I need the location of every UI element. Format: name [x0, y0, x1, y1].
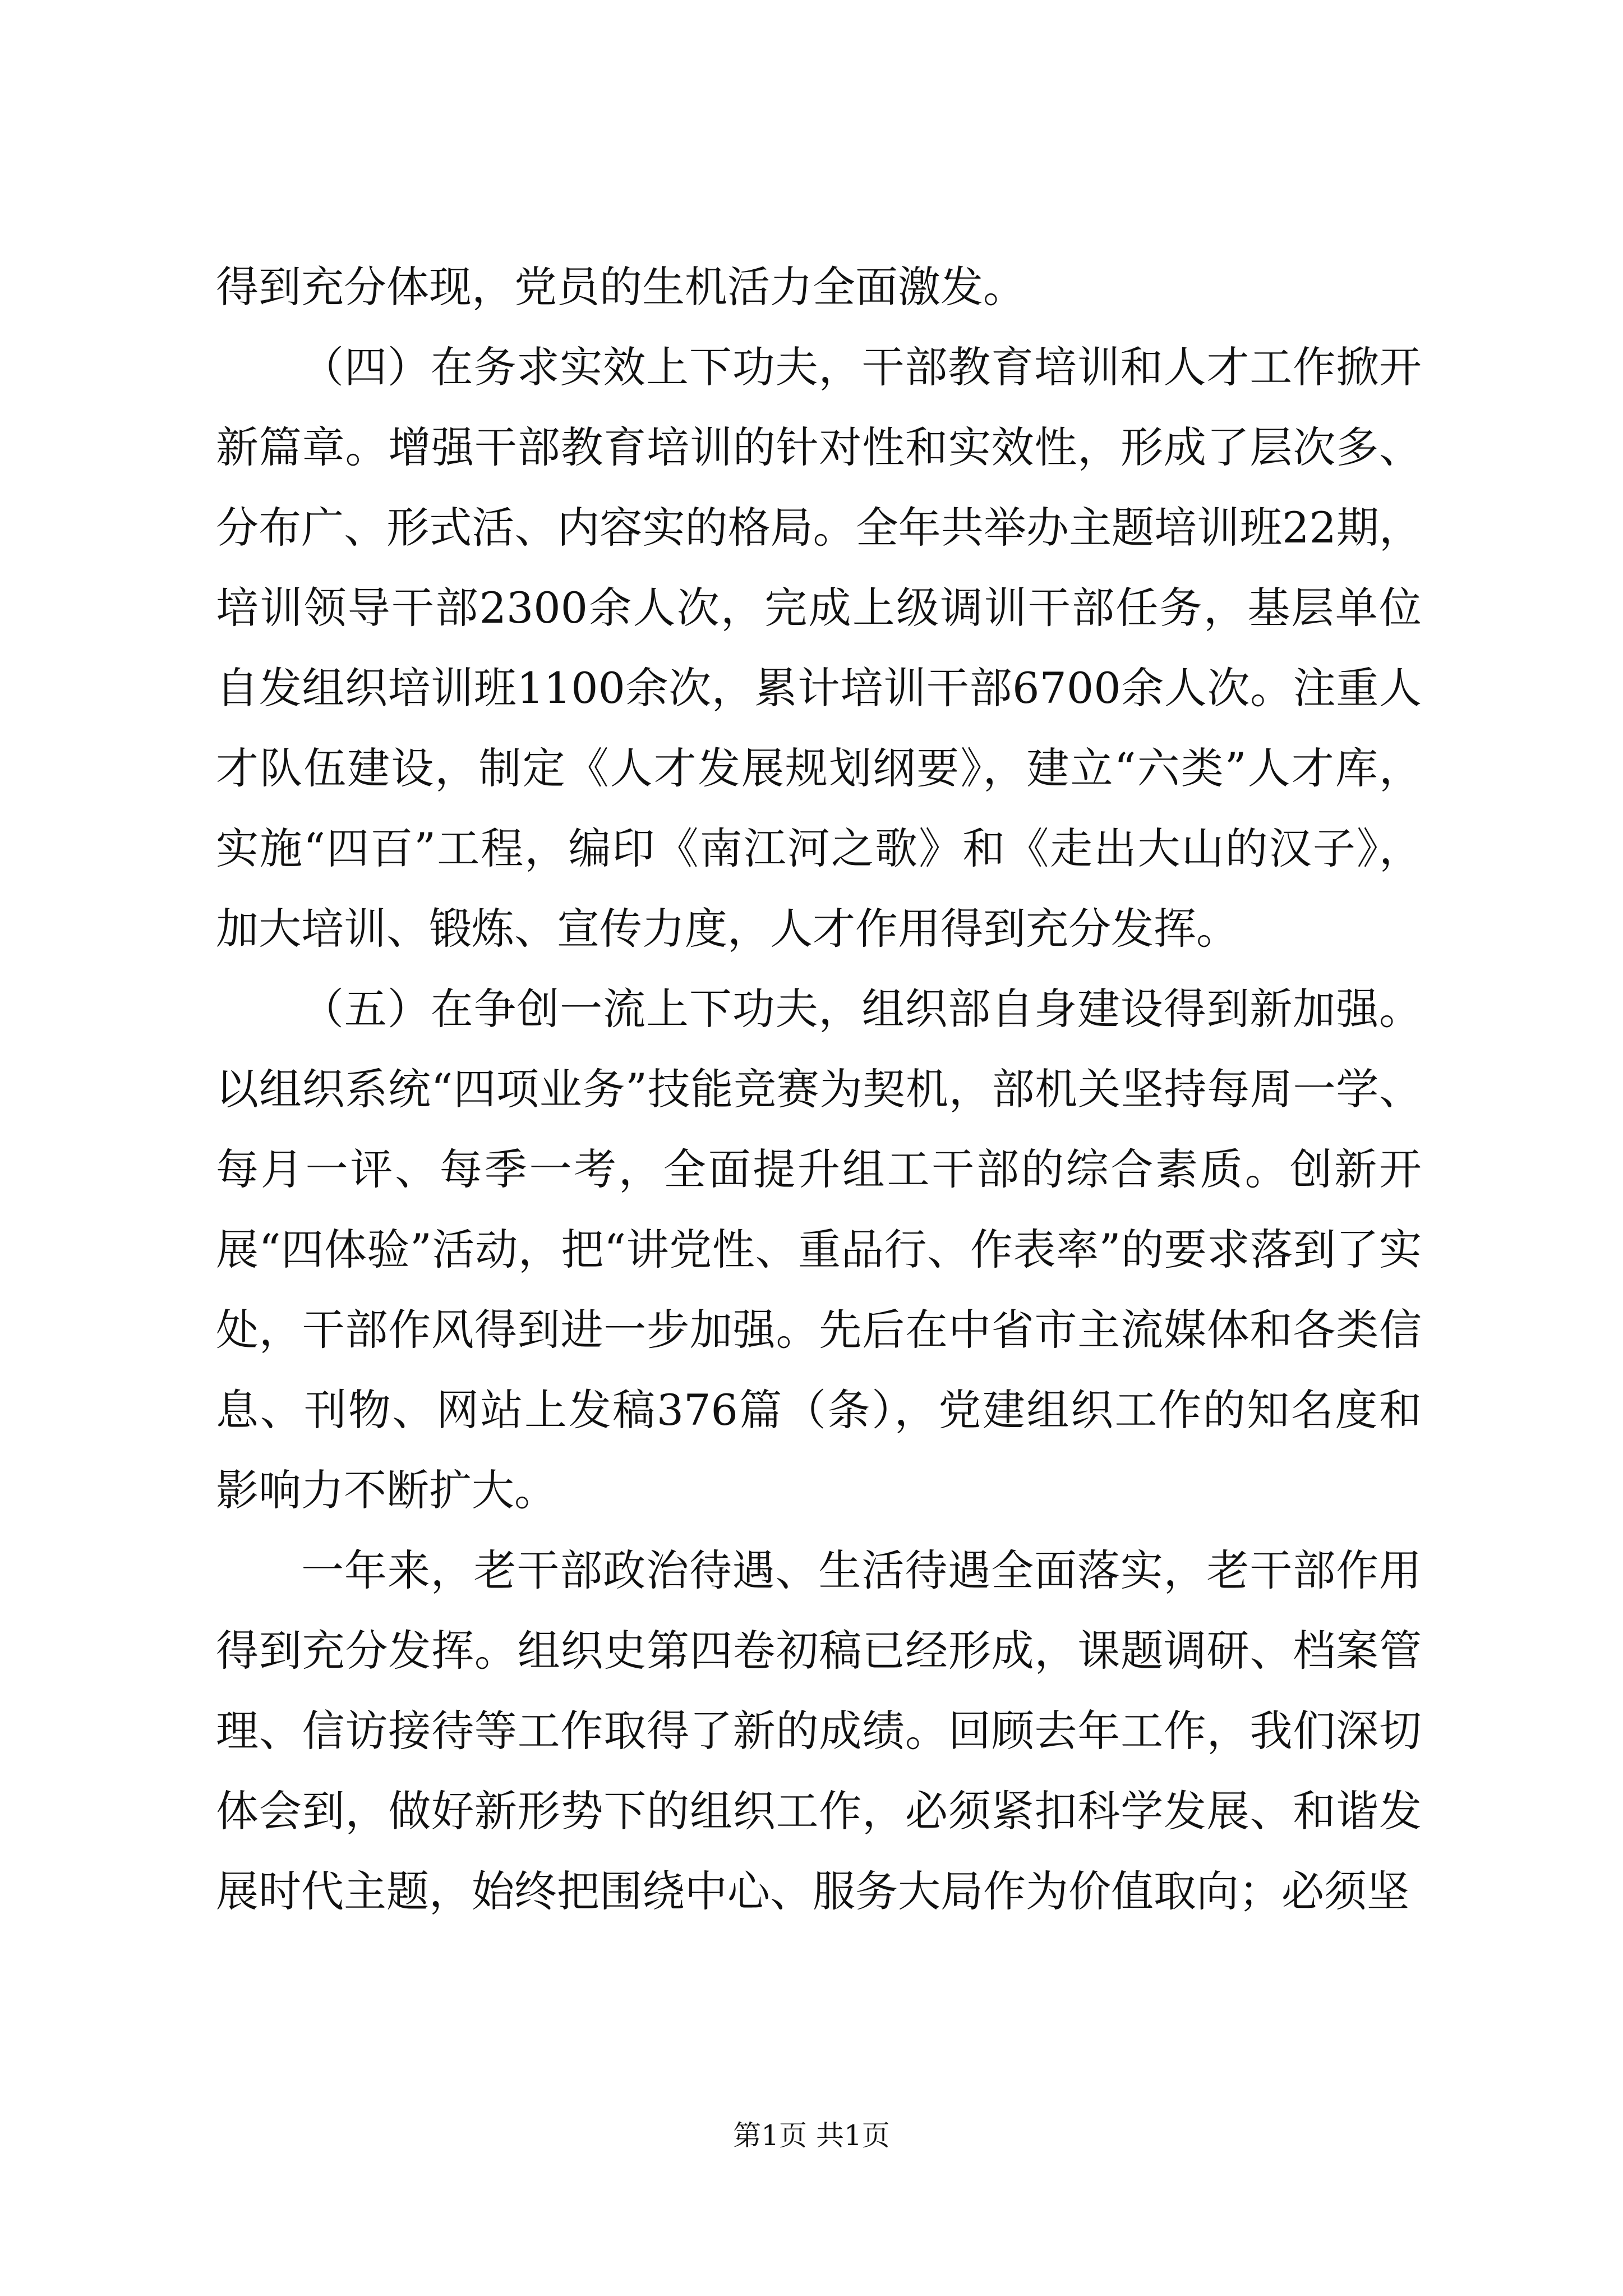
- paragraph-continuation: 得到充分体现，党员的生机活力全面激发。: [216, 262, 1026, 312]
- document-body: [216, 247, 1422, 1931]
- page-number-footer: 第1页 共1页: [733, 2119, 890, 2152]
- paragraph-section-four: （四）在务求实效上下功夫，干部教育培训和人才工作掀开新篇章。增强干部教育培训的针对性和实效性，形成了层次多、分布广、形式活、内容实的格局。全年共举办主题培训班22期，培训领导干部2300余人次，完成上级调训干部任务，基层单位自发组织培训班1100余次，累计培训干部6700余人次。注重人才队伍建设，制定《人才发展规划纲要》，建立“六类”人才库，实施“四百”工程，编印《南江河之歌》和《走出大山的汉子》，加大培训、锻炼、宣传力度，人才作用得到充分发挥。: [216, 342, 1422, 954]
- paragraph-section-five: （五）在争创一流上下功夫，组织部自身建设得到新加强。以组织系统“四项业务”技能竞赛为契机，部机关坚持每周一学、每月一评、每季一考，全面提升组工干部的综合素质。创新开展“四体验”活动，把“讲党性、重品行、作表率”的要求落到了实处，干部作风得到进一步加强。先后在中省市主流媒体和各类信息、刊物、网站上发稿376篇（条），党建组织工作的知名度和影响力不断扩大。: [216, 984, 1422, 1515]
- paragraph-summary: 一年来，老干部政治待遇、生活待遇全面落实，老干部作用得到充分发挥。组织史第四卷初稿已经形成，课题调研、档案管理、信访接待等工作取得了新的成绩。回顾去年工作，我们深切体会到，做好新形势下的组织工作，必须紧扣科学发展、和谐发展时代主题，始终把围绕中心、服务大局作为价值取向；必须坚: [216, 1545, 1422, 1916]
